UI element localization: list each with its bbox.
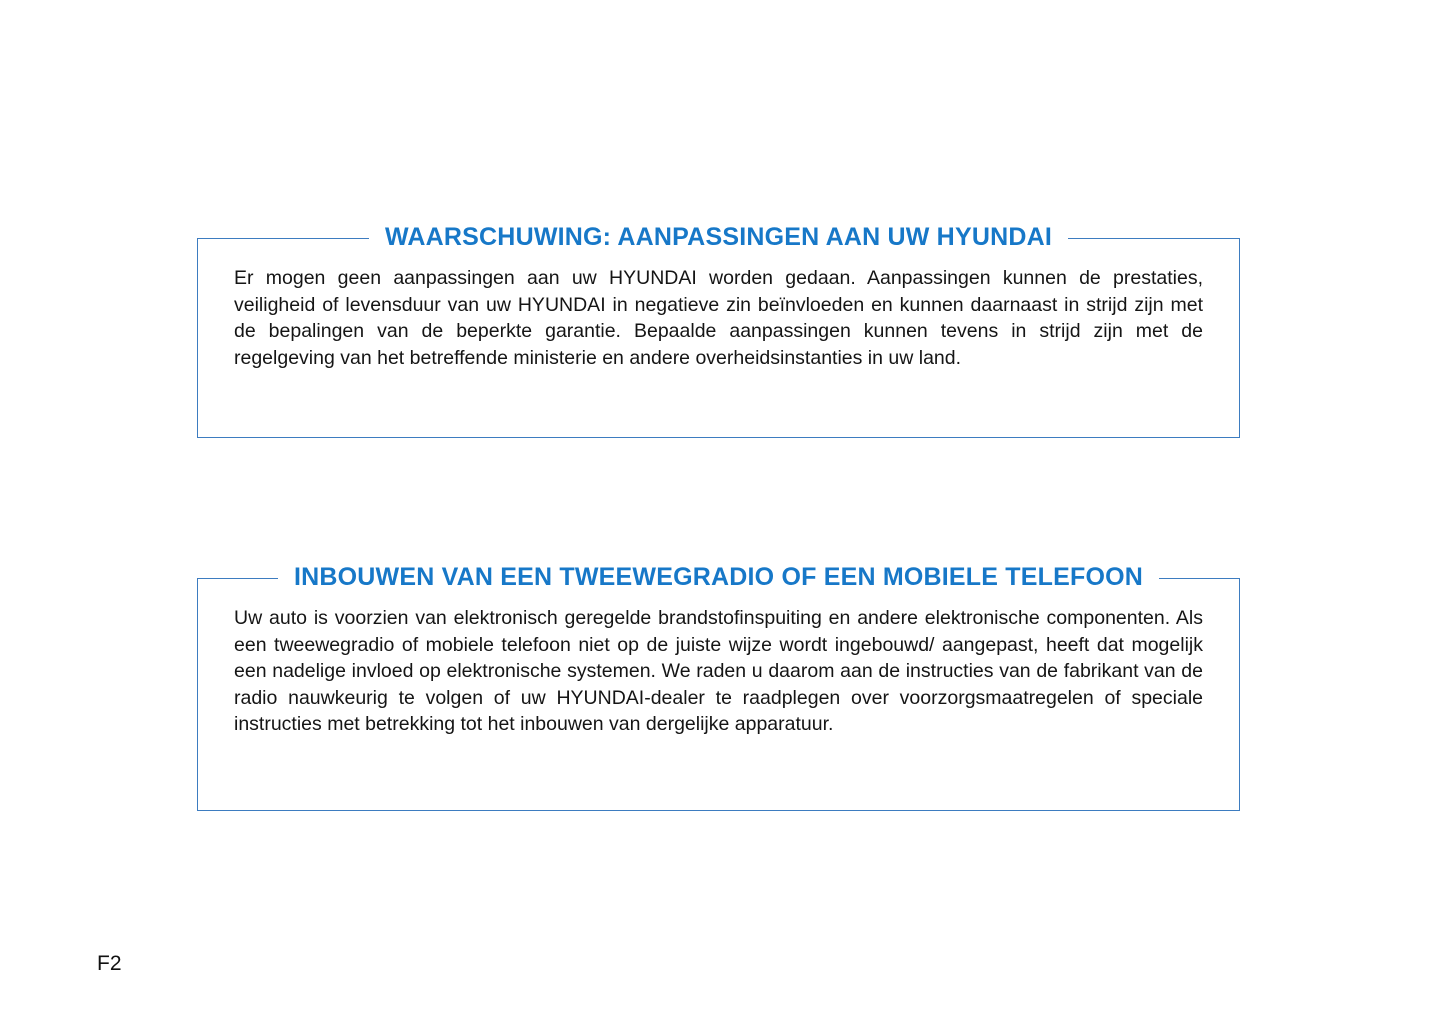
section-body: Er mogen geen aanpassingen aan uw HYUNDAI worden gedaan. Aanpassingen kunnen de prestaties, veiligheid of levensduur van uw HYUNDAI in negatieve zin beïnvloeden en kunnen daarnaast in strijd zijn met de bepalingen van de beperkte garantie. Bepaalde aanpassingen kunnen tevens in strijd zijn met de regelgeving van het betreffende ministerie en andere overheidsinstanties in uw land.	[234, 267, 1203, 369]
warning-box-radio-install-title	[198, 562, 1239, 592]
section-body: Uw auto is voorzien van elektronisch geregelde brandstofinspuiting en andere elektronische componenten. Als een tweewegradio of mobiele telefoon niet op de juiste wijze wordt ingebouwd/ aangepast, heeft dat mogelijk een nadelige invloed op elektronische systemen. We raden u daarom aan de instructies van de fabrikant van de radio nauwkeurig te volgen of uw HYUNDAI-dealer te raadplegen over voorzorgsmaatregelen of speciale instructies met betrekking tot het inbouwen van dergelijke apparatuur.	[234, 607, 1203, 735]
page-number: F2	[97, 952, 122, 975]
section-title: INBOUWEN VAN EEN TWEEWEGRADIO OF EEN MOBIELE TELEFOON	[278, 562, 1159, 592]
warning-box-modifications-title	[198, 222, 1239, 252]
warning-box-radio-install	[197, 563, 1240, 811]
warning-box-modifications	[197, 223, 1240, 438]
section-title: WAARSCHUWING: AANPASSINGEN AAN UW HYUNDAI	[369, 222, 1068, 252]
